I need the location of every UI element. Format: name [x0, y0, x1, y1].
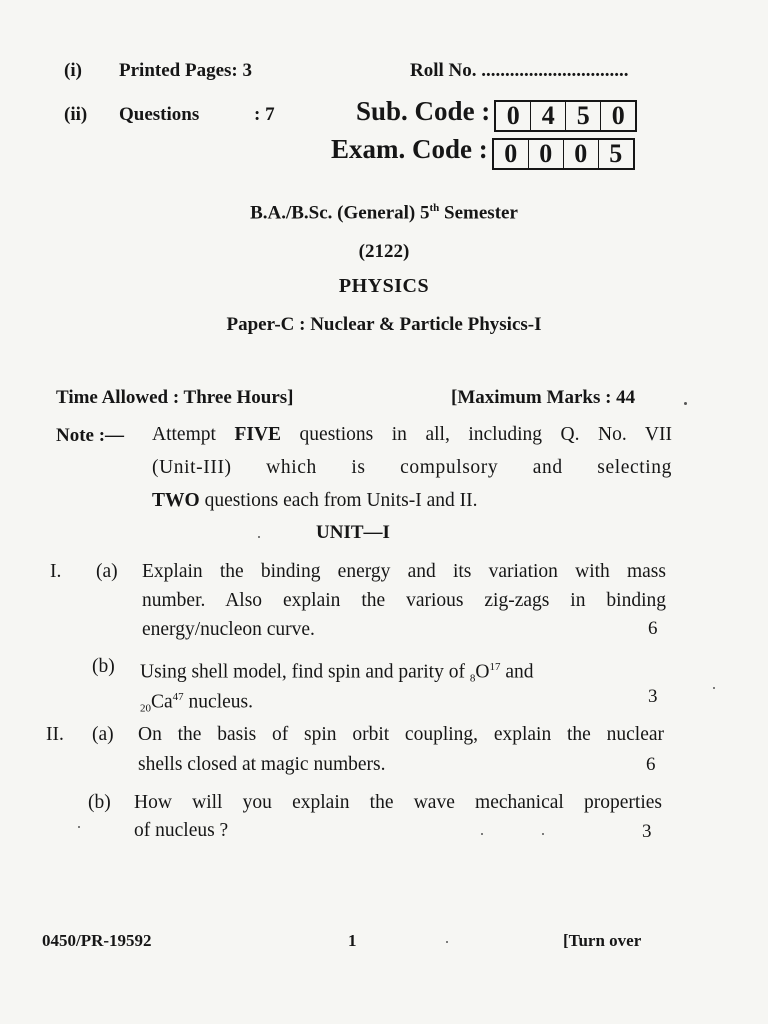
mass-number: 17: [489, 661, 501, 673]
note-text: Attempt: [152, 424, 235, 445]
exam-code-label: Exam. Code :: [331, 134, 488, 164]
question-text: number. Also explain the various zig-zags in binding: [142, 590, 666, 611]
element-symbol: O: [475, 661, 490, 683]
note-line-2: (Unit-III) which is compulsory and selecting: [152, 457, 672, 478]
exam-code-digit: 0: [563, 140, 598, 168]
time-allowed: Time Allowed : Three Hours]: [56, 387, 294, 408]
note-text: questions each from Units-I and II.: [199, 490, 478, 511]
sub-code: [356, 96, 637, 132]
turn-over: [Turn over: [563, 931, 642, 950]
exam-code-digit: 5: [598, 140, 633, 168]
question-number: II.: [46, 724, 64, 745]
note-emphasis: TWO: [152, 490, 200, 511]
unit-heading: UNIT—I: [316, 522, 390, 543]
footer-code: 0450/PR-19592: [42, 931, 152, 950]
atomic-number: 8: [469, 672, 476, 685]
question-marks: 3: [648, 686, 658, 707]
printed-pages: Printed Pages: 3: [119, 60, 252, 81]
exam-code-digit: 0: [504, 139, 518, 169]
question-text-part: nucleus.: [183, 691, 253, 713]
subject-title: PHYSICS: [338, 275, 430, 297]
question-text: [140, 683, 253, 723]
question-marks: 6: [648, 618, 658, 639]
question-marks: 6: [646, 754, 656, 775]
exam-year: (2122): [358, 241, 410, 262]
page-number: 1: [348, 931, 357, 950]
question-text: On the basis of spin orbit coupling, explain the nuclear: [138, 724, 664, 745]
question-text: Explain the binding energy and its variation with mass: [142, 561, 666, 582]
course-title-semester: Semester: [439, 202, 518, 224]
question-text: shells closed at magic numbers.: [138, 754, 386, 775]
question-text: energy/nucleon curve.: [142, 619, 315, 640]
paper-title: Paper-C : Nuclear & Particle Physics-I: [226, 314, 542, 335]
course-title: [0, 202, 768, 224]
atomic-number: 20: [140, 702, 151, 715]
note-line-1: [152, 421, 672, 449]
scan-speck: [542, 833, 544, 835]
roll-number: Roll No. ...............................: [410, 60, 629, 81]
question-text: How will you explain the wave mechanical properties: [134, 792, 662, 813]
scan-speck: [78, 826, 80, 828]
question-text-part: Using shell model, find spin and parity of: [140, 661, 470, 683]
sub-code-boxes: [494, 100, 637, 132]
course-title-sup: th: [429, 202, 440, 214]
scan-speck: [446, 941, 448, 943]
note-line-3: [152, 487, 478, 515]
question-marks: 3: [642, 821, 652, 842]
subquestion-label: (b): [92, 656, 115, 677]
question-text: of nucleus ?: [134, 820, 229, 841]
note-label: Note :—: [56, 425, 125, 446]
question-text-part: and: [500, 661, 534, 683]
questions-value: : 7: [254, 104, 275, 125]
sub-code-digit: 5: [565, 102, 600, 130]
subquestion-label: (a): [96, 561, 118, 582]
questions-label: Questions: [119, 104, 200, 125]
questions-number: (ii): [64, 104, 88, 125]
element-symbol: Ca: [151, 691, 173, 713]
sub-code-digit: 4: [530, 102, 565, 130]
question-number: I.: [50, 561, 62, 582]
exam-code: [331, 134, 635, 170]
sub-code-label: Sub. Code :: [356, 96, 491, 126]
course-title-text: B.A./B.Sc. (General) 5: [250, 202, 430, 224]
exam-code-digit: 0: [528, 140, 563, 168]
sub-code-digit: 0: [506, 101, 520, 131]
subquestion-label: (b): [88, 792, 111, 813]
scan-speck: [684, 402, 687, 405]
scan-speck: [481, 833, 483, 835]
scan-speck: [258, 536, 260, 538]
note-text: questions in all, including Q. No. VII: [281, 424, 672, 445]
maximum-marks: [Maximum Marks : 44: [451, 387, 636, 408]
subquestion-label: (a): [92, 724, 114, 745]
mass-number: 47: [172, 691, 184, 703]
sub-code-digit: 0: [600, 102, 635, 130]
exam-code-boxes: [492, 138, 635, 170]
note-emphasis: FIVE: [234, 424, 282, 445]
scan-speck: [713, 687, 715, 689]
printed-pages-number: (i): [64, 60, 82, 81]
